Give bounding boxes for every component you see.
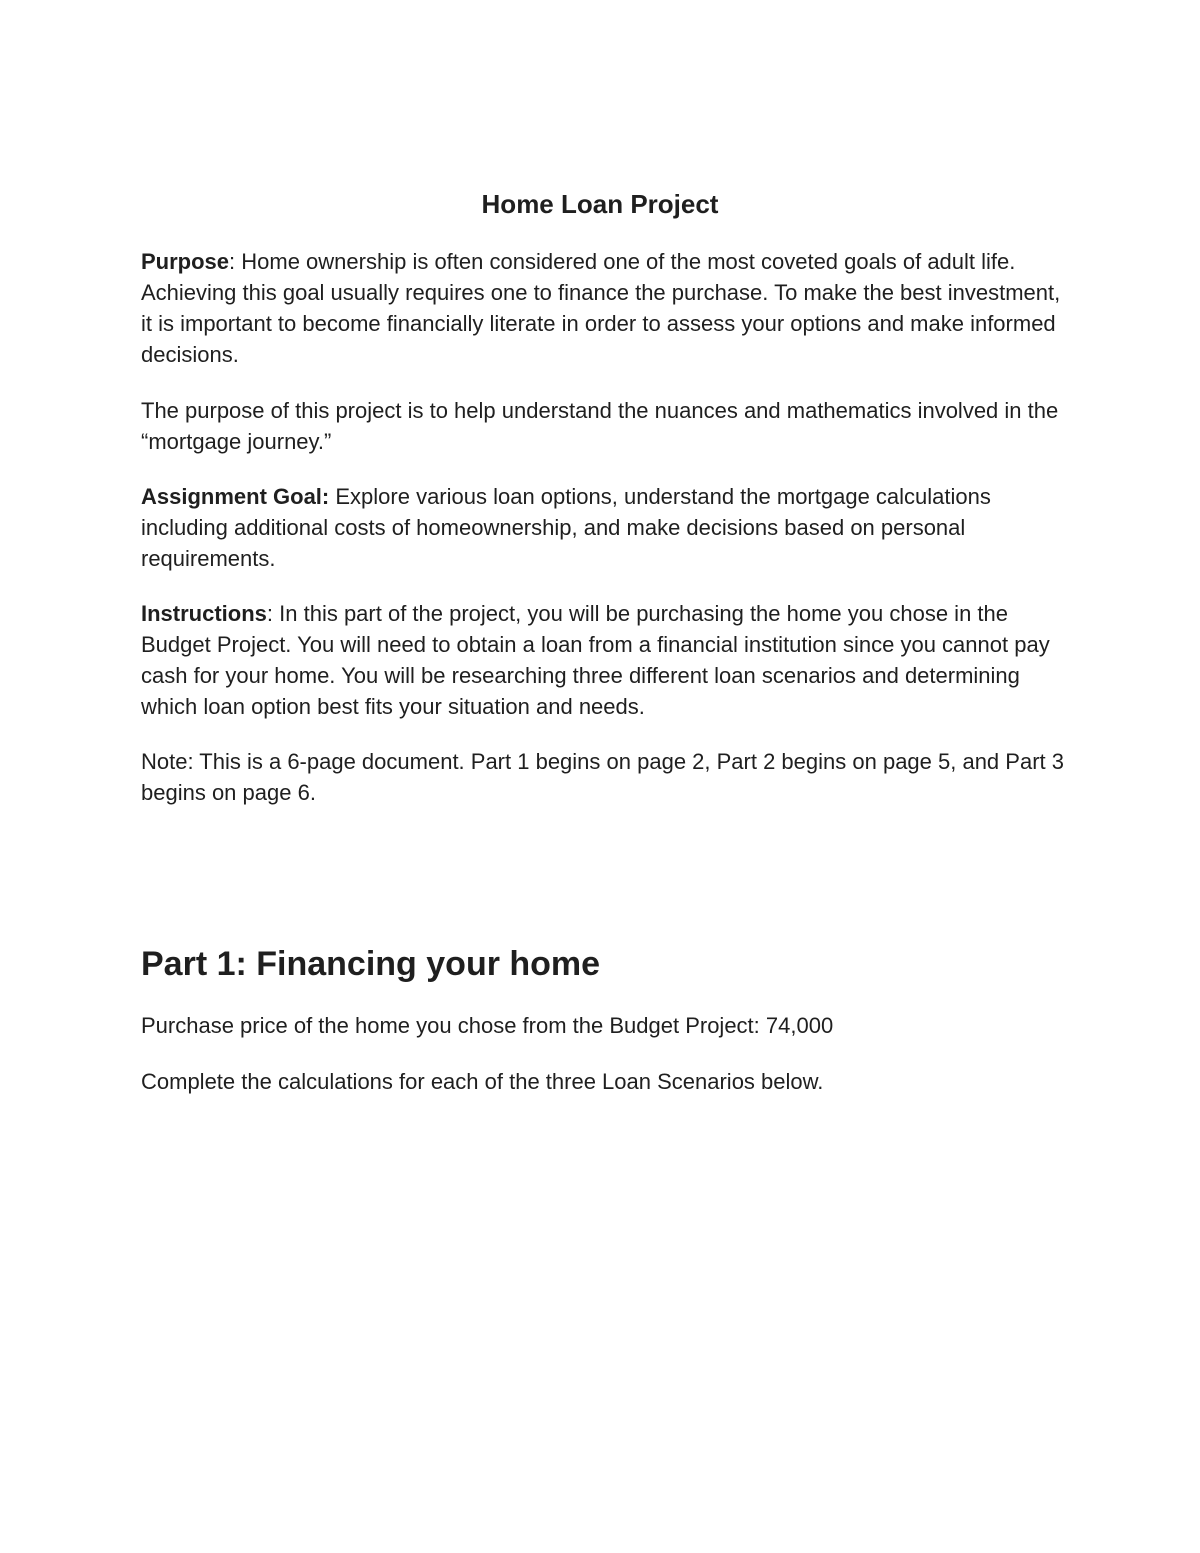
- assignment-goal-text: Explore various loan options, understand the mortgage calculations including additional costs of homeownership, and make decisions based on personal requirements.: [141, 484, 991, 571]
- complete-calculations-paragraph: Complete the calculations for each of the three Loan Scenarios below.: [141, 1069, 824, 1094]
- assignment-goal-label: Assignment Goal:: [141, 484, 330, 509]
- note-paragraph: Note: This is a 6-page document. Part 1 begins on page 2, Part 2 begins on page 5, and Part 3 begins on page 6.: [141, 749, 1064, 805]
- purpose-text: : Home ownership is often considered one of the most coveted goals of adult life. Achieving this goal usually requires one to finance the purchase. To make the best investment, it is important to become financially literate in order to assess your options and make informed decisions.: [141, 249, 1061, 367]
- project-purpose-paragraph: The purpose of this project is to help understand the nuances and mathematics involved in the “mortgage journey.”: [141, 398, 1059, 454]
- document-title: Home Loan Project: [481, 189, 719, 219]
- instructions-paragraph: [141, 598, 1066, 722]
- purchase-price-paragraph: [141, 1010, 1066, 1041]
- purpose-label: Purpose: [141, 249, 230, 274]
- purchase-price-value: 74,000: [765, 1013, 834, 1038]
- instructions-text: : In this part of the project, you will be purchasing the home you chose in the Budget Project. You will need to obtain a loan from a financial institution since you cannot pay cash for your home. You will be researching three different loan scenarios and determining which loan option best fits your situation and needs.: [141, 601, 1050, 719]
- assignment-goal-paragraph: [141, 481, 1066, 574]
- purchase-price-label: Purchase price of the home you chose from the Budget Project:: [141, 1013, 766, 1038]
- instructions-label: Instructions: [141, 601, 267, 626]
- purpose-paragraph: [141, 246, 1066, 370]
- part1-heading: Part 1: Financing your home: [141, 945, 601, 983]
